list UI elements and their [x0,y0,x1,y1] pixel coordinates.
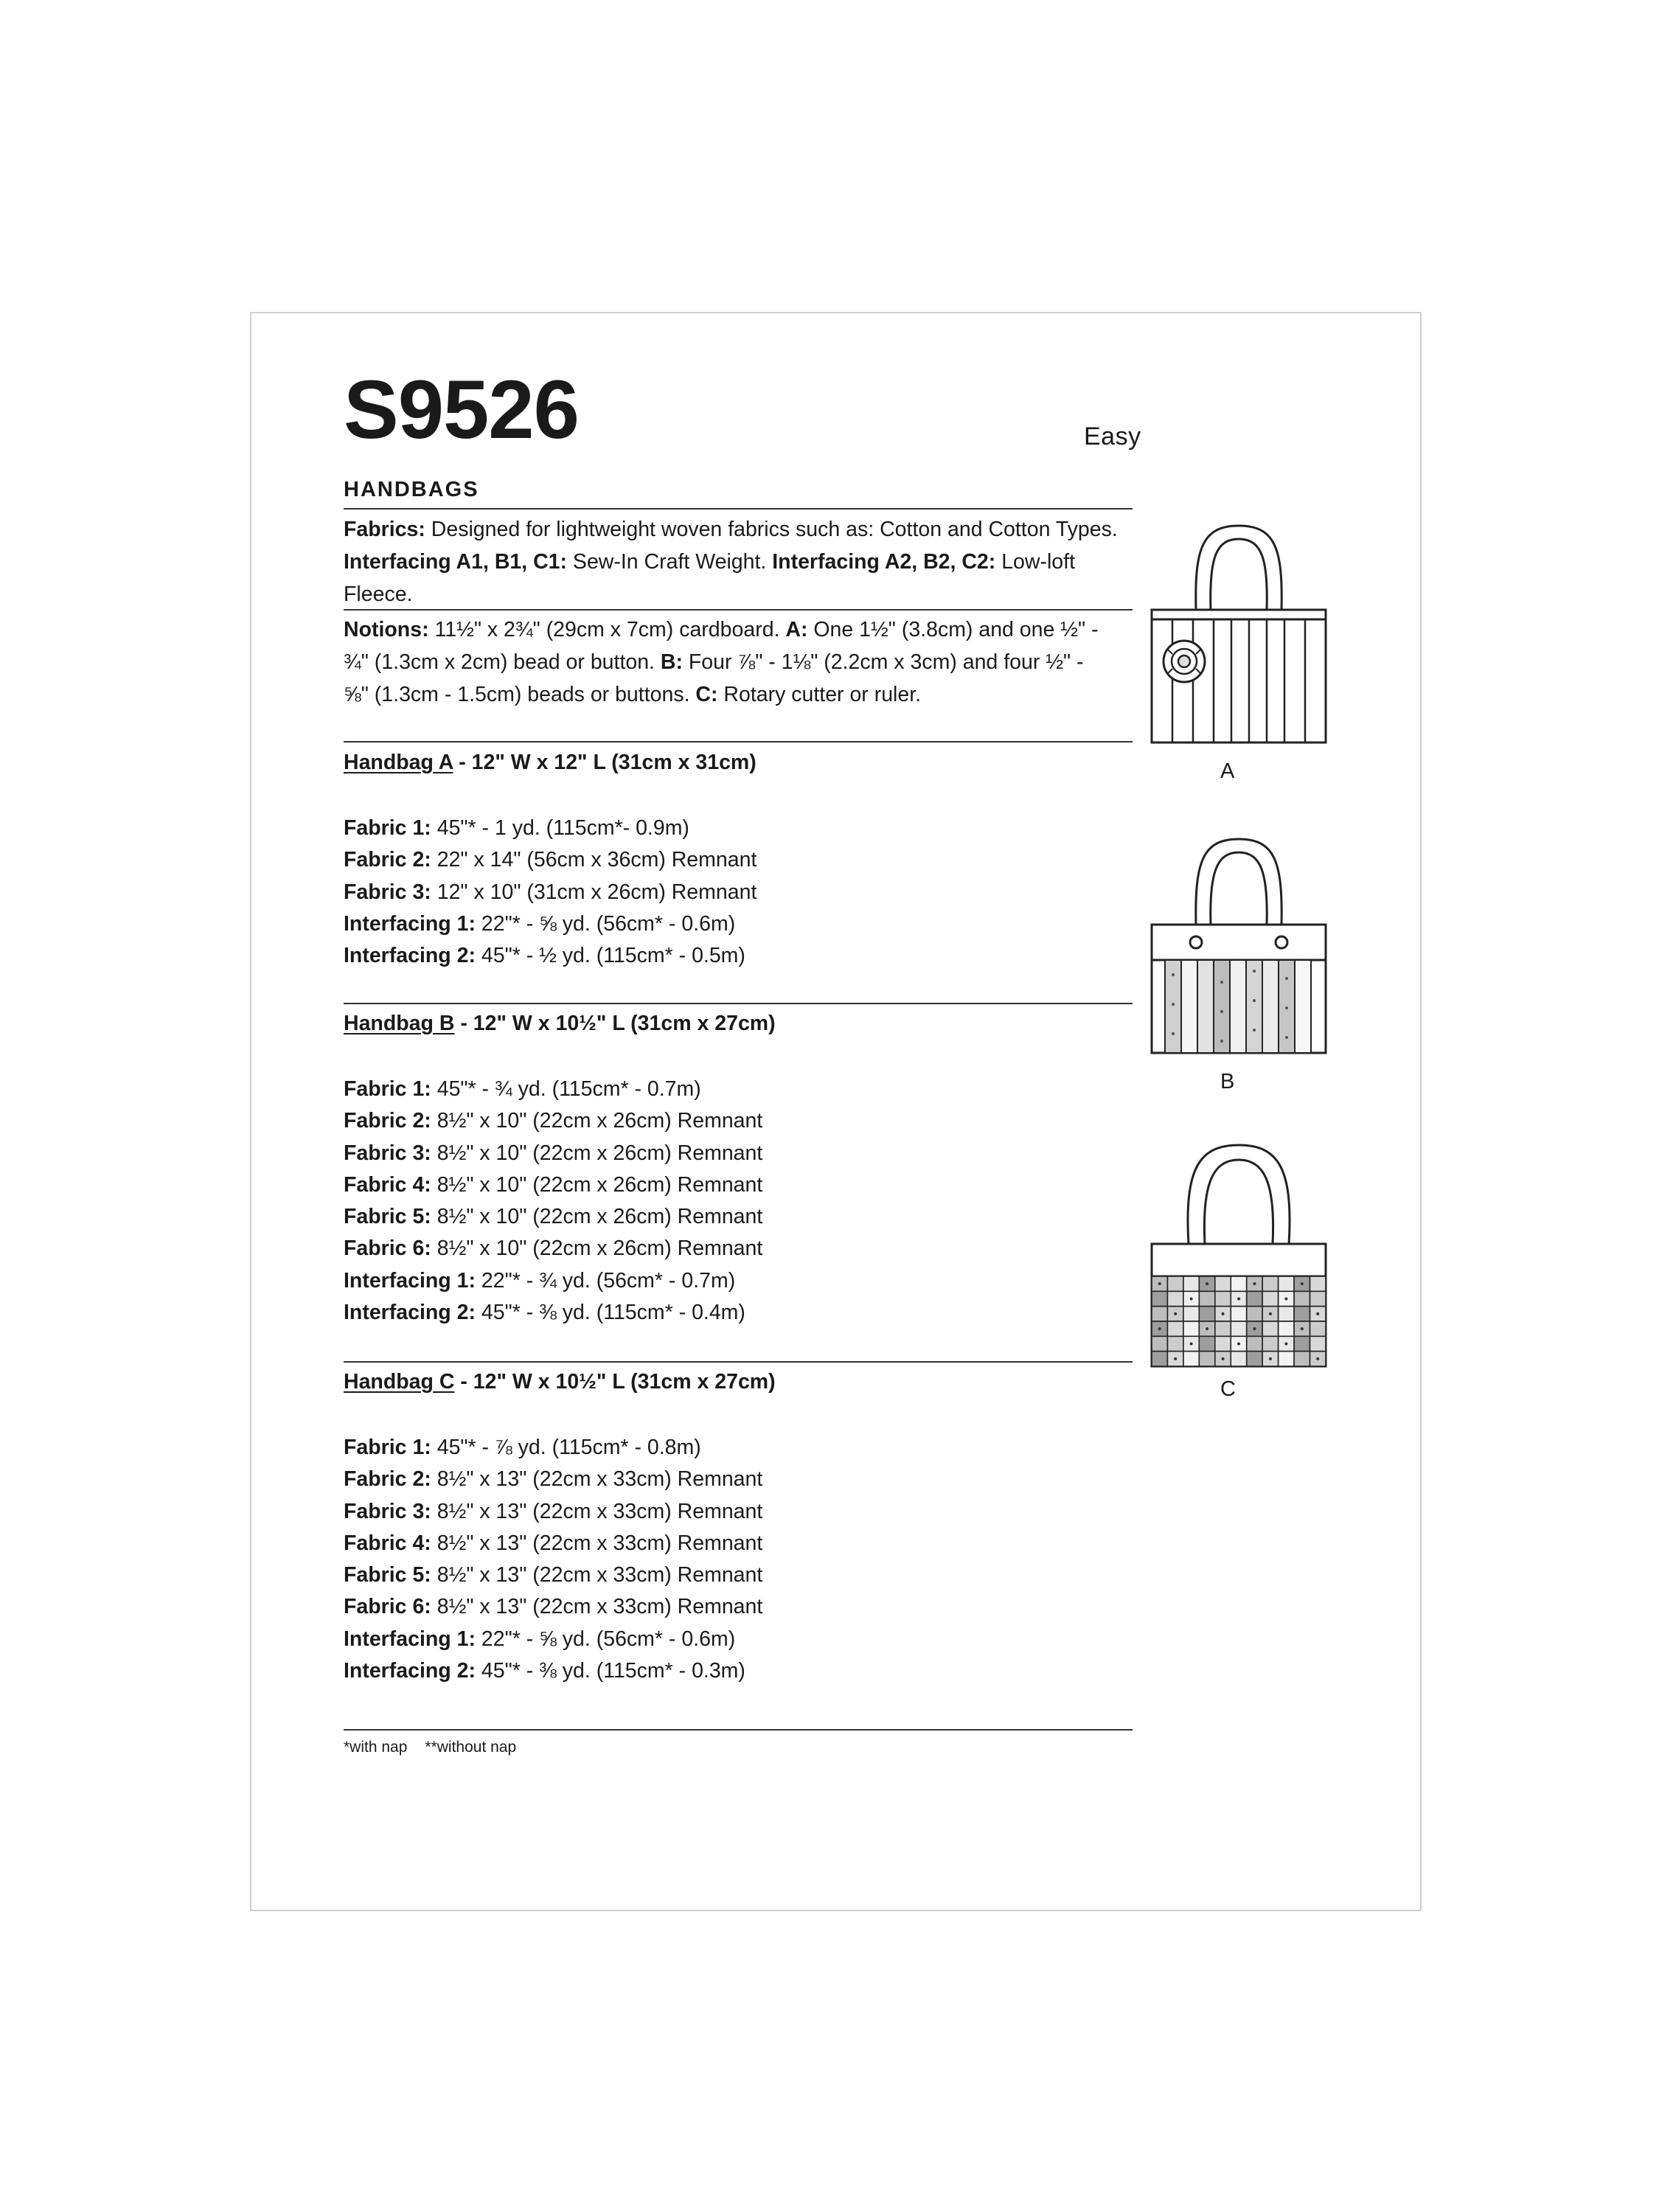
patch-square [1199,1291,1214,1306]
handbag-c-illustration [1150,1139,1327,1375]
patch-dot [1284,1343,1287,1346]
item-label: Fabric 6: [344,1595,431,1619]
divider [344,1361,1133,1363]
notions-a-label: A: [785,618,808,641]
section-title-handbag-c [344,1370,776,1394]
illustration-label-b: B [1220,1070,1235,1093]
list-item [344,1201,1133,1233]
patch-square [1183,1307,1199,1321]
patch-square [1294,1352,1310,1366]
interfacing1-text: Sew-In Craft Weight. [567,550,773,574]
section-name: Handbag B [344,1012,455,1035]
category-heading: HANDBAGS [344,478,479,501]
notions-b-text: Four ⅞" - 1⅛" (2.2cm x 3cm) and four ½" - ⅝" (1.3cm - 1.5cm) beads or buttons. [344,650,1084,706]
pattern-code: S9526 [344,364,579,456]
fabrics-text: Designed for lightweight woven fabrics such as: Cotton and Cotton Types. [425,518,1118,541]
item-label: Fabric 5: [344,1205,431,1229]
patch-square [1152,1352,1167,1366]
item-label: Fabric 2: [344,1109,431,1133]
section-name: Handbag C [344,1370,455,1394]
patch-square [1215,1321,1231,1336]
patch-square [1167,1336,1183,1351]
handbag-b-drawing [1150,835,1327,1060]
patch-dot [1190,1298,1193,1301]
patch-square [1247,1307,1262,1321]
patch-dot [1284,1298,1287,1301]
patch-dot [1174,1357,1177,1360]
notions-c-text: Rotary cutter or ruler. [717,683,922,706]
patch-square [1215,1336,1231,1351]
list-item [344,1496,1133,1528]
patch-dot [1206,1282,1208,1285]
illustration-label-a: A [1220,759,1235,783]
item-label: Interfacing 2: [344,944,476,968]
patch-dot [1269,1357,1272,1360]
patch-square [1199,1307,1214,1321]
section-title-handbag-b [344,1012,776,1036]
list-item [344,844,1133,876]
patch-square [1215,1276,1231,1291]
patch-dot [1269,1312,1272,1315]
patch-square [1231,1352,1246,1366]
list-item [344,1655,1133,1687]
divider [344,609,1133,611]
patch-square [1167,1276,1183,1291]
item-value: 22"* - ⅝ yd. (56cm* - 0.6m) [475,1627,736,1651]
item-value: 45"* - ½ yd. (115cm* - 0.5m) [475,944,745,968]
patch-square [1199,1352,1214,1366]
item-label: Fabric 6: [344,1237,431,1261]
item-label: Interfacing 1: [344,1627,476,1651]
patch-dot [1253,1327,1256,1330]
patch-square [1231,1307,1246,1321]
patch-square [1310,1336,1326,1351]
patch-square [1310,1276,1326,1291]
requirements-list-a [344,813,1133,972]
patch-square [1279,1307,1294,1321]
list-item [344,1105,1133,1137]
flower-embellishment [1164,641,1205,682]
handbag-a-drawing [1150,520,1327,745]
notions-c-label: C: [695,683,718,706]
interfacing2-text: Low-loft Fleece. [344,550,1075,606]
patch-square [1152,1336,1167,1351]
patch-square [1247,1352,1262,1366]
patch-square [1294,1291,1310,1306]
patch-square [1231,1321,1246,1336]
patch-square [1247,1336,1262,1351]
patch-square [1247,1291,1262,1306]
difficulty-level: Easy [1084,422,1141,451]
patch-dot [1190,1343,1193,1346]
patch-square [1262,1321,1278,1336]
item-value: 8½" x 13" (22cm x 33cm) Remnant [431,1595,763,1619]
item-label: Fabric 2: [344,1467,431,1492]
item-value: 8½" x 13" (22cm x 33cm) Remnant [431,1467,763,1492]
item-label: Fabric 1: [344,816,431,840]
item-label: Fabric 4: [344,1531,431,1555]
item-label: Interfacing 1: [344,1268,476,1293]
item-label: Fabric 4: [344,1172,431,1197]
item-label: Fabric 3: [344,880,431,904]
item-label: Interfacing 2: [344,1301,476,1325]
item-label: Fabric 3: [344,1141,431,1165]
list-item [344,877,1133,908]
patch-dot [1301,1282,1304,1285]
item-value: 8½" x 10" (22cm x 26cm) Remnant [431,1109,763,1133]
section-name: Handbag A [344,751,453,774]
patch-dot [1158,1327,1161,1330]
without-nap-note: **without nap [425,1739,517,1756]
list-item [344,1559,1133,1591]
patch-square [1215,1291,1231,1306]
item-label: Fabric 1: [344,1077,431,1101]
list-item [344,1169,1133,1201]
requirements-list-c [344,1432,1133,1687]
divider [344,741,1133,742]
patch-square [1183,1321,1199,1336]
divider [344,1729,1133,1731]
patch-square [1294,1307,1310,1321]
fabrics-label: Fabrics: [344,518,425,541]
list-item [344,1464,1133,1495]
patch-square [1279,1276,1294,1291]
patch-square [1183,1276,1199,1291]
section-dims: - 12" W x 10½" L (31cm x 27cm) [454,1370,776,1394]
list-item [344,1624,1133,1655]
patch-square [1279,1352,1294,1366]
list-item [344,908,1133,940]
item-label: Interfacing 1: [344,911,476,936]
patch-square [1231,1276,1246,1291]
interfacing1-label: Interfacing A1, B1, C1: [344,550,568,574]
section-dims: - 12" W x 10½" L (31cm x 27cm) [454,1012,776,1035]
item-value: 22" x 14" (56cm x 36cm) Remnant [431,848,757,872]
patch-square [1262,1336,1278,1351]
patch-square [1279,1321,1294,1336]
item-value: 45"* - ⅞ yd. (115cm* - 0.8m) [431,1436,701,1459]
item-value: 45"* - ¾ yd. (115cm* - 0.7m) [431,1077,701,1101]
item-value: 8½" x 10" (22cm x 26cm) Remnant [431,1237,763,1261]
patch-square [1199,1336,1214,1351]
requirements-list-b [344,1074,1133,1329]
item-value: 45"* - ⅜ yd. (115cm* - 0.3m) [475,1659,745,1683]
list-item [344,1432,1133,1464]
item-label: Fabric 1: [344,1436,431,1459]
item-value: 8½" x 13" (22cm x 33cm) Remnant [431,1531,763,1555]
list-item [344,1528,1133,1559]
patch-square [1167,1291,1183,1306]
notions-label: Notions: [344,618,429,641]
section-title-handbag-a [344,751,757,775]
list-item [344,1233,1133,1265]
notions-text: 11½" x 2¾" (29cm x 7cm) cardboard. [428,618,786,641]
item-label: Fabric 5: [344,1563,431,1587]
notions-a-text: One 1½" (3.8cm) and one ½" - ¾" (1.3cm x 2cm) bead or button. [344,618,1099,674]
list-item [344,1074,1133,1105]
patch-dot [1316,1312,1319,1315]
handbag-a-illustration [1150,520,1327,745]
list-item [344,813,1133,844]
fabrics-info [344,513,1133,611]
notions-info [344,613,1110,711]
handbag-c-drawing [1150,1139,1327,1375]
patch-dot [1301,1327,1304,1330]
item-value: 8½" x 10" (22cm x 26cm) Remnant [431,1141,763,1165]
divider [344,1003,1133,1004]
patch-dot [1222,1312,1225,1315]
section-dims: - 12" W x 12" L (31cm x 31cm) [453,751,757,774]
patch-square [1167,1321,1183,1336]
item-label: Fabric 2: [344,848,431,872]
item-value: 45"* - ⅜ yd. (115cm* - 0.4m) [475,1301,745,1325]
item-value: 22"* - ¾ yd. (56cm* - 0.7m) [475,1268,736,1293]
patch-square [1152,1291,1167,1306]
footnotes [344,1739,534,1756]
divider [344,508,1133,509]
item-value: 8½" x 10" (22cm x 26cm) Remnant [431,1205,763,1229]
list-item [344,1297,1133,1329]
with-nap-note: *with nap [344,1739,408,1756]
item-value: 8½" x 13" (22cm x 33cm) Remnant [431,1499,763,1523]
list-item [344,1265,1133,1297]
list-item [344,1591,1133,1623]
patch-dot [1206,1327,1208,1330]
patch-dot [1174,1312,1177,1315]
patch-dot [1158,1282,1161,1285]
patch-square [1294,1336,1310,1351]
patch-square [1183,1352,1199,1366]
item-value: 22"* - ⅝ yd. (56cm* - 0.6m) [475,911,736,936]
patch-square [1262,1291,1278,1306]
patch-dot [1253,1282,1256,1285]
item-label: Interfacing 2: [344,1659,476,1683]
list-item [344,940,1133,972]
item-label: Fabric 3: [344,1499,431,1523]
item-value: 8½" x 10" (22cm x 26cm) Remnant [431,1172,763,1197]
item-value: 12" x 10" (31cm x 26cm) Remnant [431,880,757,904]
item-value: 45"* - 1 yd. (115cm*- 0.9m) [431,816,689,840]
handbag-b-illustration [1150,835,1327,1060]
patch-dot [1237,1298,1240,1301]
patch-square [1152,1307,1167,1321]
patch-square [1310,1321,1326,1336]
list-item [344,1138,1133,1169]
notions-b-label: B: [660,650,683,674]
item-value: 8½" x 13" (22cm x 33cm) Remnant [431,1563,763,1587]
interfacing2-label: Interfacing A2, B2, C2: [772,550,996,574]
patch-dot [1222,1357,1225,1360]
patch-square [1310,1291,1326,1306]
patch-dot [1316,1357,1319,1360]
illustration-label-c: C [1220,1377,1236,1401]
patch-square [1262,1276,1278,1291]
patch-dot [1237,1343,1240,1346]
